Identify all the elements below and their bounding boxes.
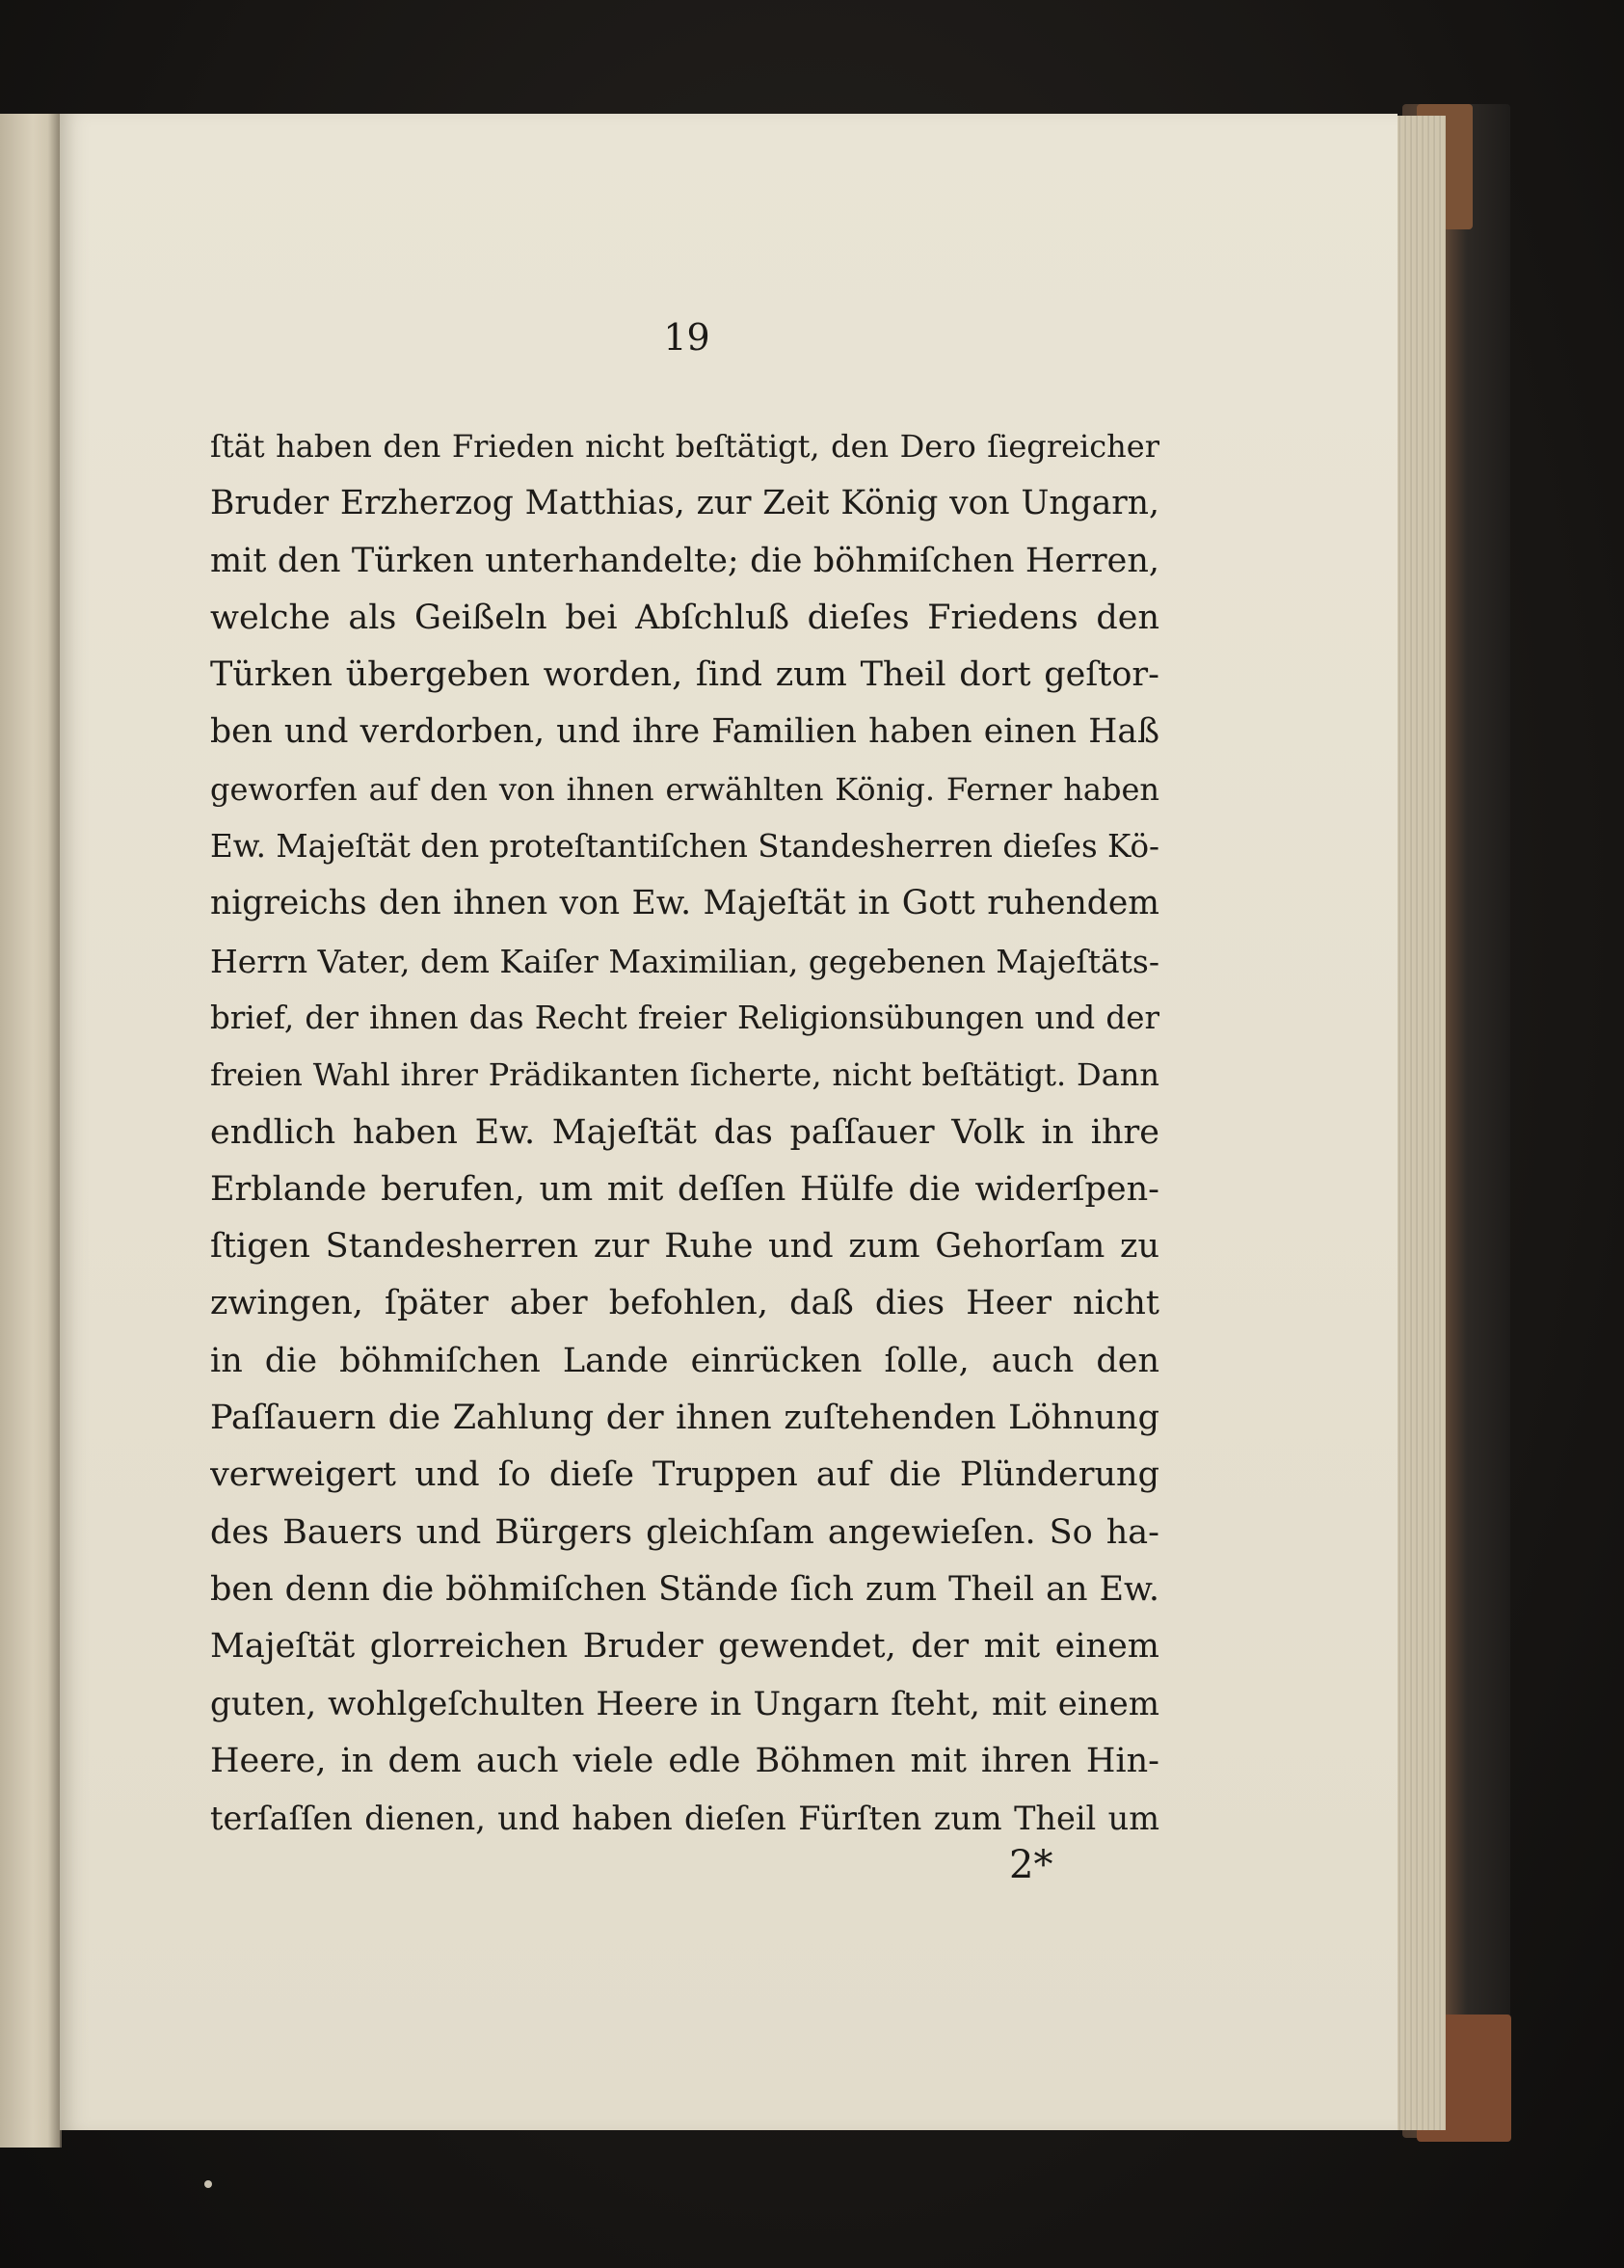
- text-line: freien Wahl ihrer Prädikanten ſicherte, nicht beſtätigt. Dann: [210, 1056, 1159, 1094]
- text-line: geworfen auf den von ihnen erwählten König. Ferner haben: [210, 770, 1159, 808]
- text-line: ſtät haben den Frieden nicht beſtätigt, den Dero ſiegreicher: [210, 428, 1159, 465]
- text-line: ben denn die böhmiſchen Stände ſich zum Theil an Ew.: [210, 1569, 1159, 1609]
- text-line: Paſſauern die Zahlung der ihnen zuſtehenden Löhnung: [210, 1399, 1159, 1438]
- text-line: mit den Türken unterhandelte; die böhmiſchen Herren,: [210, 541, 1159, 580]
- text-line: guten, wohlgeſchulten Heere in Ungarn ſteht, mit einem: [210, 1684, 1159, 1723]
- text-line: Majeſtät glorreichen Bruder gewendet, der mit einem: [210, 1627, 1159, 1667]
- text-line: Bruder Erzherzog Matthias, zur Zeit König von Ungarn,: [210, 484, 1159, 523]
- text-line: endlich haben Ew. Majeſtät das paſſauer Volk in ihre: [210, 1112, 1159, 1152]
- text-line: Erblande berufen, um mit deſſen Hülfe die widerſpen-: [210, 1169, 1159, 1209]
- text-line: ben und verdorben, und ihre Familien haben einen Haß: [210, 712, 1159, 752]
- text-line: Türken übergeben worden, ſind zum Theil dort geſtor-: [210, 655, 1159, 695]
- text-line: Ew. Majeſtät den proteſtantiſchen Standesherren dieſes Kö-: [210, 828, 1159, 866]
- text-line: welche als Geißeln bei Abſchluß dieſes Friedens den: [210, 598, 1159, 637]
- text-line: nigreichs den ihnen von Ew. Majeſtät in Gott ruhendem: [210, 884, 1159, 923]
- text-line: zwingen, ſpäter aber befohlen, daß dies Heer nicht: [210, 1284, 1159, 1323]
- text-line: brief, der ihnen das Recht freier Religionsübungen und der: [210, 999, 1159, 1036]
- previous-page-edge: [0, 114, 62, 2148]
- text-line: terſaſſen dienen, und haben dieſen Fürſten zum Theil um: [210, 1800, 1159, 1838]
- body-text: [210, 418, 1159, 1847]
- dust-speck: [204, 2180, 212, 2188]
- page-number: 19: [663, 316, 710, 359]
- signature-mark: 2*: [1009, 1843, 1053, 1887]
- text-line: ſtigen Standesherren zur Ruhe und zum Gehorſam zu: [210, 1227, 1159, 1267]
- text-line: Heere, in dem auch viele edle Böhmen mit ihren Hin-: [210, 1741, 1159, 1780]
- text-line: Herrn Vater, dem Kaiſer Maximilian, gegebenen Majeſtäts-: [210, 942, 1159, 980]
- text-line: in die böhmiſchen Lande einrücken ſolle, auch den: [210, 1341, 1159, 1380]
- text-line: des Bauers und Bürgers gleichſam angewieſen. So ha-: [210, 1512, 1159, 1552]
- text-line: verweigert und ſo dieſe Truppen auf die Plünderung: [210, 1455, 1159, 1495]
